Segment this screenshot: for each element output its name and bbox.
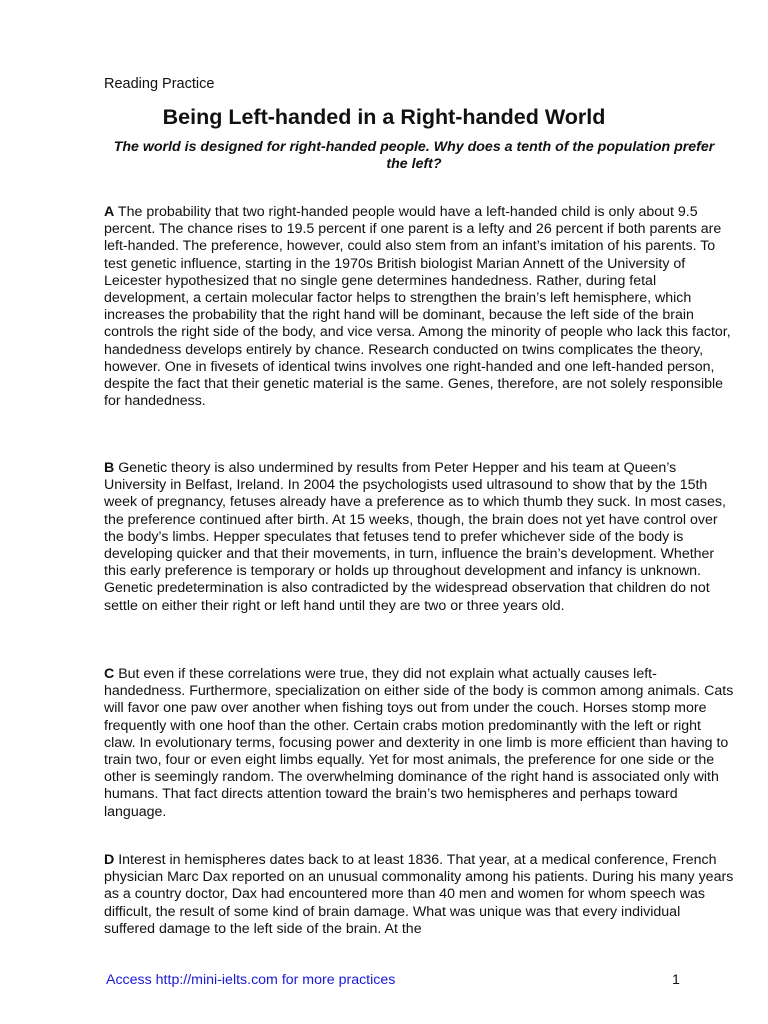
page-number: 1 xyxy=(672,972,680,988)
paragraph-c xyxy=(104,666,734,821)
paragraph-letter: C xyxy=(104,666,115,682)
article-title: Being Left-handed in a Right-handed World xyxy=(162,105,606,129)
paragraph-text: Interest in hemispheres dates back to at least 1836. That year, at a medical conference, French physician Marc Dax reported on an unusual commonality among his patients. During his many years as a country doctor, Dax had encountered more than 40 men and women for whom speech was difficult, the result of some kind of brain damage. What was unique was that every individual suffered damage to the left side of the brain. At the xyxy=(104,852,734,937)
paragraph-b xyxy=(104,460,734,615)
paragraph-letter: B xyxy=(104,460,115,476)
article-subtitle: The world is designed for right-handed people. Why does a tenth of the population prefer the left? xyxy=(113,139,715,172)
paragraph-text: The probability that two right-handed people would have a left-handed child is only about 9.5 percent. The chance rises to 19.5 percent if one parent is a lefty and 26 percent if both parents are left-handed. The preference, however, could also stem from an infant’s imitation of his parents. To test genetic influence, starting in the 1970s British biologist Marian Annett of the University of Leicester hypothesized that no single gene determines handedness. Rather, during fetal development, a certain molecular factor helps to strengthen the brain’s left hemisphere, which increases the probability that the right hand will be dominant, because the left side of the brain controls the right side of the body, and vice versa. Among the minority of people who lack this factor, handedness develops entirely by chance. Research conducted on twins complicates the theory, however. One in fivesets of identical twins involves one right-handed and one left-handed person, despite the fact that their genetic material is the same. Genes, therefore, are not solely responsible for handedness. xyxy=(104,204,731,410)
paragraph-letter: A xyxy=(104,204,115,220)
paragraph-text: But even if these correlations were true, they did not explain what actually causes left-handedness. Furthermore, specialization on either side of the body is common among animals. Cats will favor one paw over another when fishing toys out from under the couch. Horses stomp more frequently with one hoof than the other. Certain crabs motion predominantly with the left or right claw. In evolutionary terms, focusing power and dexterity in one limb is more efficient than having to train two, four or even eight limbs equally. Yet for most animals, the preference for one side or the other is seemingly random. The overwhelming dominance of the right hand is associated only with humans. That fact directs attention toward the brain’s two hemispheres and perhaps toward language. xyxy=(104,666,734,820)
paragraph-a xyxy=(104,204,734,410)
paragraph-text: Genetic theory is also undermined by results from Peter Hepper and his team at Queen’s University in Belfast, Ireland. In 2004 the psychologists used ultrasound to show that by the 15th week of pregnancy, fetuses already have a preference as to which thumb they suck. In most cases, the preference continued after birth. At 15 weeks, though, the brain does not yet have control over the body’s limbs. Hepper speculates that fetuses tend to prefer whichever side of the body is developing quicker and that their movements, in turn, influence the brain’s development. Whether this early preference is temporary or holds up throughout development and infancy is unknown. Genetic predetermination is also contradicted by the widespread observation that children do not settle on either their right or left hand until they are two or three years old. xyxy=(104,460,726,614)
paragraph-letter: D xyxy=(104,852,115,868)
footer-link[interactable]: Access http://mini-ielts.com for more practices xyxy=(106,972,396,988)
section-label: Reading Practice xyxy=(104,76,215,92)
paragraph-d xyxy=(104,852,734,938)
